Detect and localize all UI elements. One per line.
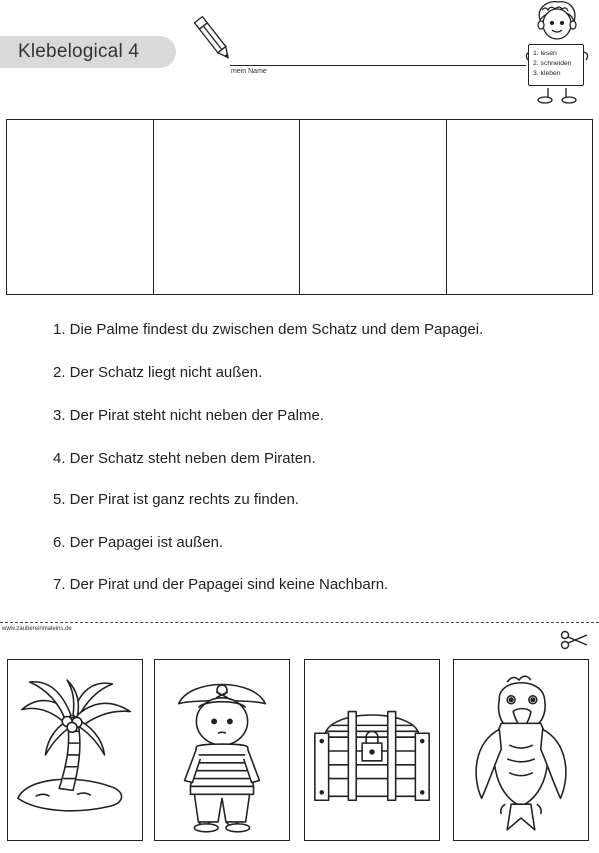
clue-4: 4. Der Schatz steht neben dem Piraten. (53, 450, 316, 467)
website-label: www.zaubereinmaleins.de (2, 626, 72, 632)
palm-tree-icon (8, 660, 142, 840)
scissors-icon (560, 630, 590, 650)
sign-step-3: 3. kleben (533, 70, 561, 77)
card-treasure-chest[interactable] (304, 659, 440, 841)
pirate-icon (155, 660, 289, 840)
card-pirate[interactable] (154, 659, 290, 841)
clue-3: 3. Der Pirat steht nicht neben der Palme. (53, 407, 324, 424)
treasure-chest-icon (305, 660, 439, 840)
sign-step-2: 2. schneiden (533, 60, 572, 67)
clue-6: 6. Der Papagei ist außen. (53, 534, 224, 551)
answer-slot-2[interactable] (154, 120, 301, 294)
answer-slot-3[interactable] (300, 120, 447, 294)
parrot-icon (454, 660, 588, 840)
answer-slot-1[interactable] (7, 120, 154, 294)
sign-step-1: 1. lesen (533, 50, 557, 57)
card-palm-tree[interactable] (7, 659, 143, 841)
clue-1: 1. Die Palme findest du zwischen dem Schatz und dem Papagei. (53, 321, 484, 338)
name-label: mein Name (231, 68, 267, 75)
card-parrot[interactable] (453, 659, 589, 841)
pencil-icon (194, 12, 234, 64)
clue-7: 7. Der Pirat und der Papagei sind keine Nachbarn. (53, 576, 389, 593)
page-title: Klebelogical 4 (18, 41, 140, 62)
clue-5: 5. Der Pirat ist ganz rechts zu finden. (53, 491, 299, 508)
answer-grid (6, 119, 593, 295)
name-line[interactable] (230, 65, 526, 66)
clue-2: 2. Der Schatz liegt nicht außen. (53, 364, 263, 381)
cut-line (0, 622, 599, 623)
instruction-sign (528, 44, 584, 86)
answer-slot-4[interactable] (447, 120, 593, 294)
